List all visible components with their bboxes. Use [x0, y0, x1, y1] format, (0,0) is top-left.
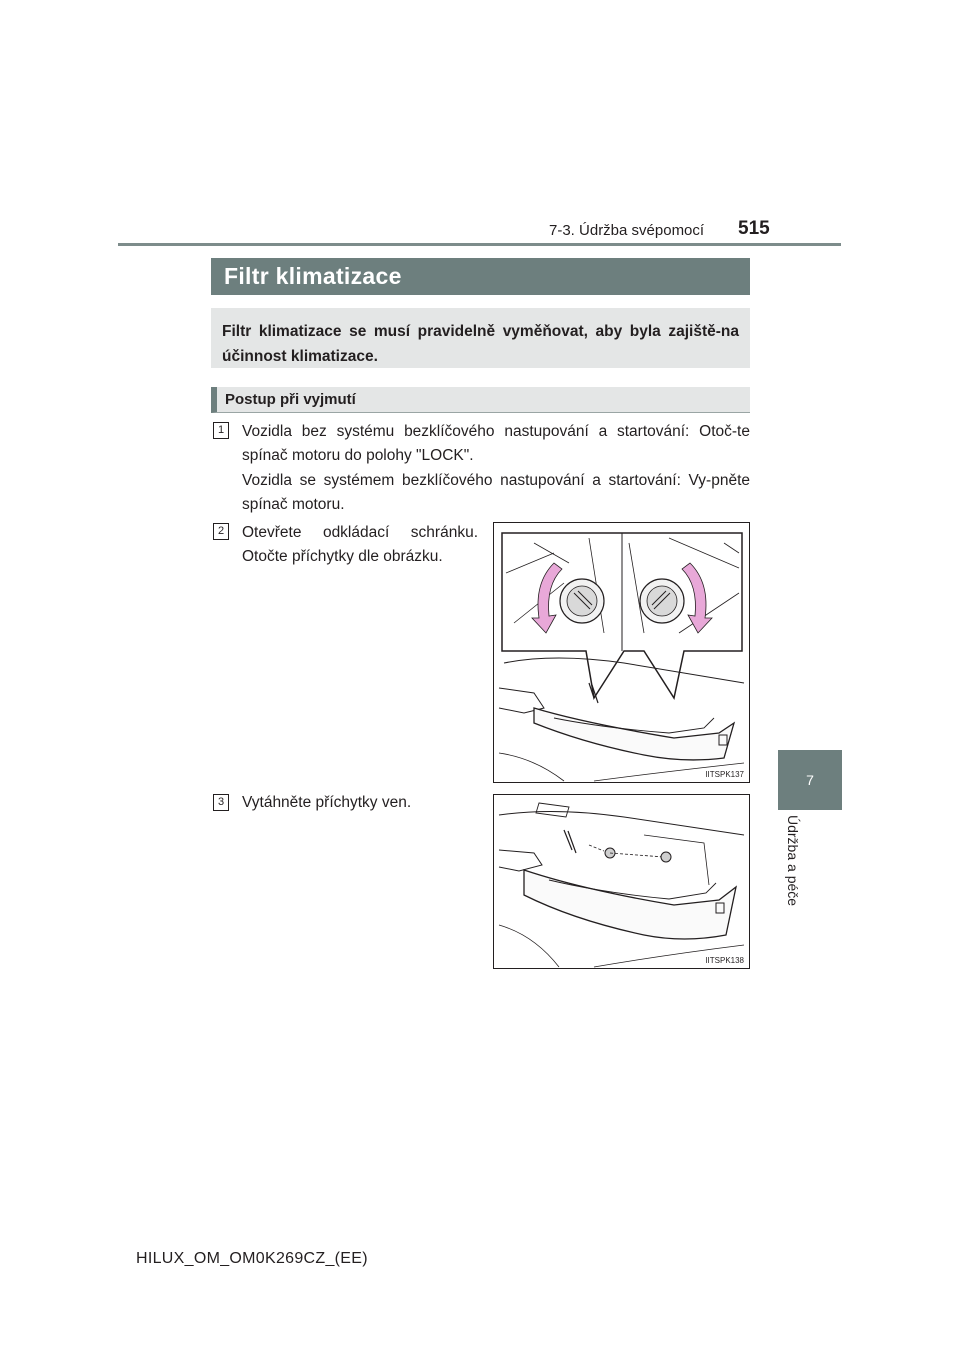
intro-text: Filtr klimatizace se musí pravidelně vyměňovat, aby byla zajiště-na účinnost klimatizace. [222, 323, 739, 365]
section-title-bar [211, 258, 750, 295]
chapter-label: Údržba a péče [785, 815, 801, 907]
step-2-text: Otevřete odkládací schránku. Otočte příchytky dle obrázku. [242, 524, 478, 565]
figure-clips-pull [493, 794, 750, 969]
section-title: Filtr klimatizace [224, 263, 402, 289]
page-number: 515 [738, 218, 770, 239]
step-number-2: 2 [213, 523, 229, 540]
subheading-bar [211, 387, 750, 413]
step-number-1: 1 [213, 422, 229, 439]
chapter-side-label [784, 815, 834, 915]
glove-box-clips-rotate-illustration [494, 523, 749, 782]
step-number-3: 3 [213, 794, 229, 811]
figure-2-code: IITSPK138 [705, 956, 744, 965]
chapter-number: 7 [806, 772, 814, 788]
document-footer: HILUX_OM_OM0K269CZ_(EE) [136, 1250, 368, 1267]
intro-box [211, 308, 750, 368]
running-header-section: 7-3. Údržba svépomocí [549, 222, 705, 239]
subheading: Postup při vyjmutí [225, 391, 356, 408]
step-3-text: Vytáhněte příchytky ven. [242, 794, 412, 811]
figure-clips-rotate [493, 522, 750, 783]
glove-box-clips-pull-illustration [494, 795, 749, 968]
step-1-text-b: Vozidla se systémem bezklíčového nastupování a startování: Vy-pněte spínač motoru. [242, 472, 750, 513]
chapter-tab [778, 750, 842, 810]
header-rule [118, 243, 841, 246]
step-1-text-a: Vozidla bez systému bezklíčového nastupování a startování: Otoč-te spínač motoru do polohy "LOCK". [242, 423, 750, 464]
figure-1-code: IITSPK137 [705, 770, 744, 779]
